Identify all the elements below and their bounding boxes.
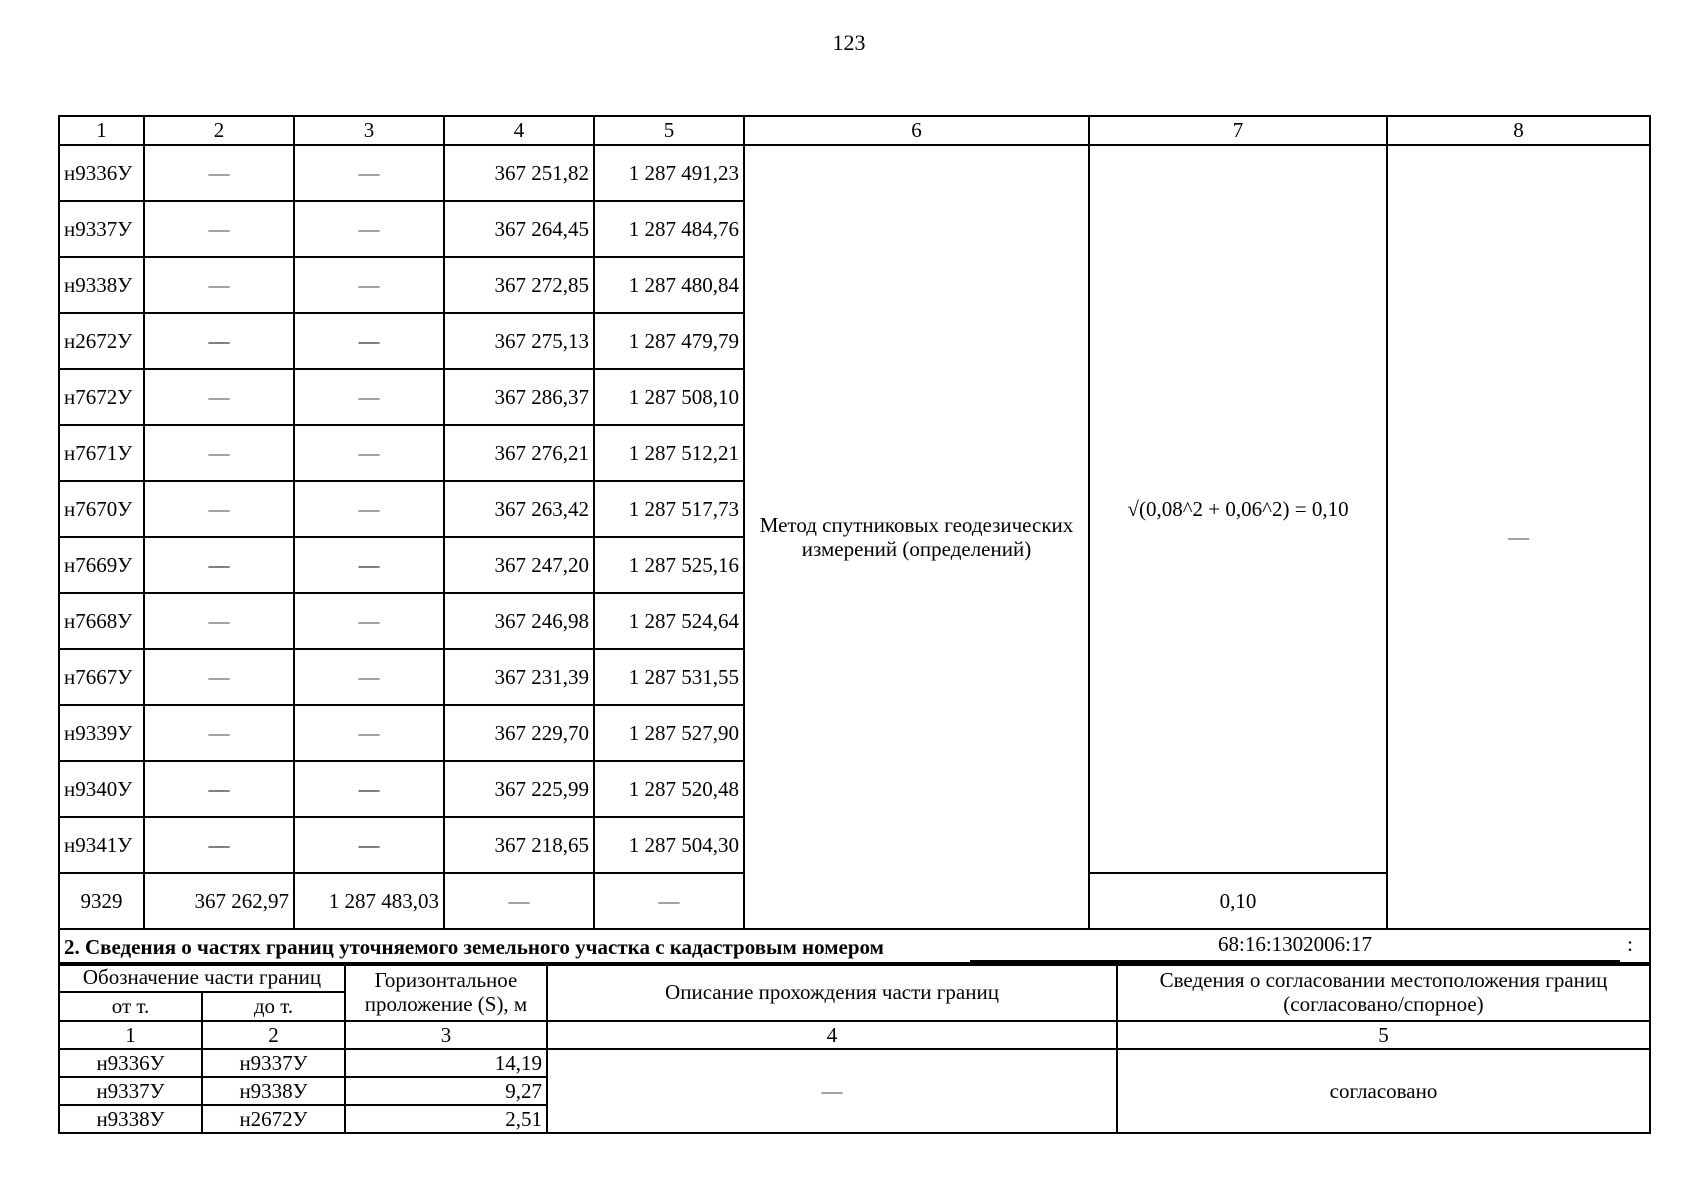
cell: —: [294, 145, 444, 201]
col8-cell: —: [1387, 145, 1650, 929]
from-point: н9337У: [59, 1077, 202, 1105]
cell: —: [294, 369, 444, 425]
section-title-text: 2. Сведения о частях границ уточняемого земельного участка с кадастровым номером: [64, 934, 884, 959]
cell: —: [294, 257, 444, 313]
coord-y: 1 287 480,84: [594, 257, 744, 313]
header-cell: 4: [547, 1021, 1117, 1049]
cell: —: [444, 873, 594, 929]
boundary-parts-table: [58, 962, 1651, 1134]
to-point: н2672У: [202, 1105, 345, 1133]
coord-x: 367 275,13: [444, 313, 594, 369]
accuracy-last: 0,10: [1089, 873, 1387, 929]
section-colon: :: [1627, 932, 1633, 956]
point-id: н7672У: [59, 369, 144, 425]
coord-x: 367 264,45: [444, 201, 594, 257]
coord-y: 1 287 520,48: [594, 761, 744, 817]
header-designation: Обозначение части границ: [59, 963, 345, 992]
cell: —: [294, 201, 444, 257]
point-id: н7667У: [59, 649, 144, 705]
coord-x: 367 263,42: [444, 481, 594, 537]
description-cell: —: [547, 1049, 1117, 1133]
point-id: н9337У: [59, 201, 144, 257]
header-cell: 3: [294, 116, 444, 145]
accuracy-formula: √(0,08^2 + 0,06^2) = 0,10: [1089, 145, 1387, 873]
cell: —: [144, 649, 294, 705]
point-id: 9329: [59, 873, 144, 929]
coord-x: 367 246,98: [444, 593, 594, 649]
coord-y: 1 287 531,55: [594, 649, 744, 705]
cell: —: [144, 313, 294, 369]
header-cell: 7: [1089, 116, 1387, 145]
length-value: 14,19: [345, 1049, 547, 1077]
cell: —: [294, 481, 444, 537]
coord-y: 1 287 527,90: [594, 705, 744, 761]
to-point: н9337У: [202, 1049, 345, 1077]
from-point: н9336У: [59, 1049, 202, 1077]
cell: —: [294, 537, 444, 593]
header-cell: 5: [594, 116, 744, 145]
header-cell: 2: [202, 1021, 345, 1049]
coord-y: 1 287 517,73: [594, 481, 744, 537]
point-id: н9340У: [59, 761, 144, 817]
cell: —: [294, 425, 444, 481]
header-cell: 5: [1117, 1021, 1650, 1049]
agreement-cell: согласовано: [1117, 1049, 1650, 1133]
cell: —: [294, 593, 444, 649]
section-title: [59, 929, 1650, 965]
cell: —: [144, 761, 294, 817]
page-number: 123: [832, 30, 866, 55]
cell: —: [144, 145, 294, 201]
point-id: н9341У: [59, 817, 144, 873]
coord-y: 1 287 484,76: [594, 201, 744, 257]
header-to: до т.: [202, 992, 345, 1021]
cell: —: [144, 817, 294, 873]
header-cell: 1: [59, 116, 144, 145]
point-id: н7668У: [59, 593, 144, 649]
table-row: [59, 1049, 1650, 1077]
cadastral-number: 68:16:1302006:17: [970, 932, 1620, 962]
cell: —: [594, 873, 744, 929]
point-id: н9338У: [59, 257, 144, 313]
point-id: н9339У: [59, 705, 144, 761]
cell: —: [144, 481, 294, 537]
cell: —: [144, 705, 294, 761]
header-agreement: Сведения о согласовании местоположения границ (согласовано/спорное): [1117, 963, 1650, 1021]
table-row: [59, 145, 1650, 201]
cell: —: [294, 649, 444, 705]
point-id: н7671У: [59, 425, 144, 481]
header-description: Описание прохождения части границ: [547, 963, 1117, 1021]
header-cell: 1: [59, 1021, 202, 1049]
coord-x: 367 231,39: [444, 649, 594, 705]
coord-y: 1 287 491,23: [594, 145, 744, 201]
point-id: н7669У: [59, 537, 144, 593]
header-from: от т.: [59, 992, 202, 1021]
parts-header-row: [59, 963, 1650, 992]
to-point: н9338У: [202, 1077, 345, 1105]
cell: —: [144, 257, 294, 313]
coord-x: 367 247,20: [444, 537, 594, 593]
coord-x: 367 225,99: [444, 761, 594, 817]
point-id: н2672У: [59, 313, 144, 369]
cell: —: [144, 537, 294, 593]
header-cell: 8: [1387, 116, 1650, 145]
cell: —: [294, 761, 444, 817]
coord-y: 1 287 483,03: [294, 873, 444, 929]
cell: —: [294, 817, 444, 873]
coord-y: 1 287 504,30: [594, 817, 744, 873]
coord-x: 367 272,85: [444, 257, 594, 313]
coord-x: 367 286,37: [444, 369, 594, 425]
header-cell: 4: [444, 116, 594, 145]
coordinates-table: [58, 115, 1651, 966]
method-cell: Метод спутниковых геодезических измерений (определений): [744, 145, 1089, 929]
from-point: н9338У: [59, 1105, 202, 1133]
length-value: 9,27: [345, 1077, 547, 1105]
point-id: н7670У: [59, 481, 144, 537]
cell: —: [144, 593, 294, 649]
coord-x: 367 218,65: [444, 817, 594, 873]
coord-y: 1 287 508,10: [594, 369, 744, 425]
coord-x: 367 262,97: [144, 873, 294, 929]
header-length: Горизонтальное проложение (S), м: [345, 963, 547, 1021]
cell: —: [294, 313, 444, 369]
cell: —: [294, 705, 444, 761]
section-title-row: [59, 929, 1650, 965]
coord-y: 1 287 512,21: [594, 425, 744, 481]
coord-x: 367 251,82: [444, 145, 594, 201]
cell: —: [144, 201, 294, 257]
coord-y: 1 287 479,79: [594, 313, 744, 369]
header-cell: 2: [144, 116, 294, 145]
header-cell: 3: [345, 1021, 547, 1049]
parts-number-row: [59, 1021, 1650, 1049]
length-value: 2,51: [345, 1105, 547, 1133]
coord-x: 367 276,21: [444, 425, 594, 481]
header-cell: 6: [744, 116, 1089, 145]
point-id: н9336У: [59, 145, 144, 201]
table-header-row: [59, 116, 1650, 145]
coord-y: 1 287 525,16: [594, 537, 744, 593]
coord-y: 1 287 524,64: [594, 593, 744, 649]
cell: —: [144, 425, 294, 481]
cell: —: [144, 369, 294, 425]
coord-x: 367 229,70: [444, 705, 594, 761]
